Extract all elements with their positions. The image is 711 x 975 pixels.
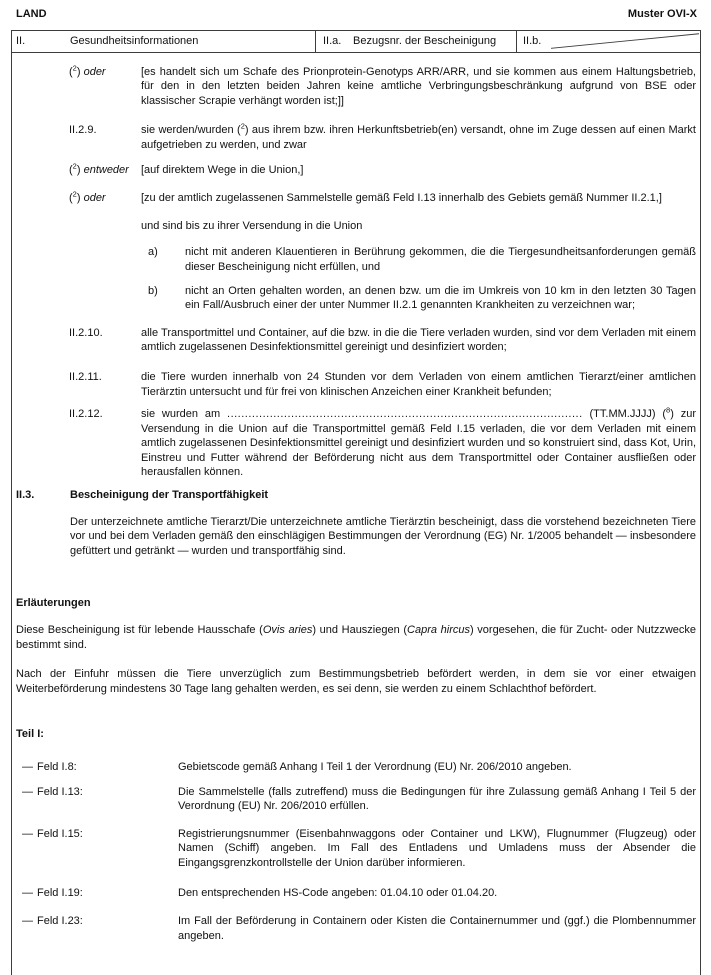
feld-i-8-dash: —	[22, 761, 33, 773]
feld-i-19-dash: —	[22, 886, 33, 899]
clause-ii-2-10-text: alle Transportmittel und Container, auf die bzw. in die die Tiere verladen wurden, sind vor dem Verladen mit einem amtlich zugelassenen Desinfektionsmittel gereinigt und desinfiziert worden;	[141, 326, 696, 354]
clause-item-b	[12, 284, 696, 313]
feld-i-19-row	[12, 886, 696, 901]
reference-number-prefix: II.a.	[323, 34, 342, 47]
section-ii-3-title: Bescheinigung der Transportfähigkeit	[70, 489, 269, 502]
section-ii-number: II.	[16, 34, 26, 47]
feld-i-23-dash: —	[22, 915, 33, 928]
clause-entweder-label: ($^2$) entweder	[69, 160, 129, 176]
clause-ii-2-11-label: II.2.11.	[69, 370, 102, 383]
reference-number-cell	[316, 31, 517, 52]
feld-i-13-text: Die Sammelstelle (falls zutreffend) muss die Bedingungen für ihre Zulassung gemäß Anhang I Teil 5 der Verordnung (EU) Nr. 206/2010 erfüllen.	[178, 785, 696, 813]
section-ii-title: Gesundheitsinformationen	[70, 34, 199, 47]
species-capra-hircus: Capra hircus	[407, 624, 470, 637]
section-ii-cell	[12, 31, 316, 52]
clause-oder-1-label: ($^2$) oder	[69, 62, 106, 78]
species-ovis-aries: Ovis aries	[262, 624, 313, 637]
feld-i-15-label: Feld I.15:	[37, 827, 83, 840]
model-title: Muster OVI-X	[627, 8, 697, 20]
clause-item-a-label: a)	[148, 246, 158, 259]
clause-ii-2-10-label: II.2.10.	[69, 326, 103, 339]
feld-i-8-label: Feld I.8:	[37, 761, 77, 773]
clause-ii-2-9-label: II.2.9.	[69, 124, 97, 137]
clause-ii-2-12-label: II.2.12.	[69, 408, 103, 421]
clause-entweder	[12, 160, 696, 178]
section-ii-3-number: II.3.	[16, 489, 35, 502]
clause-ii-2-10	[12, 326, 696, 355]
country-label: LAND	[16, 8, 47, 20]
feld-i-13-row	[12, 785, 696, 814]
clause-item-a	[12, 245, 696, 274]
feld-i-13-label: Feld I.13:	[37, 785, 83, 798]
feld-i-19-label: Feld I.19:	[37, 886, 83, 899]
feld-i-23-row	[12, 914, 696, 943]
feld-i-19-text: Den entsprechenden HS-Code angeben: 01.04.10 oder 01.04.20.	[178, 886, 498, 899]
clause-ii-2-9	[12, 123, 696, 152]
fill-in-date-dotted-line: ....................................................................................................	[227, 408, 583, 421]
notes-paragraph-1: Diese Bescheinigung ist für lebende Hausschafe (Ovis aries) und Hausziegen (Capra hircus) vorgesehen, die für Zucht- oder Nutzzwecke bestimmt sind.	[16, 624, 697, 651]
section-ii-3-text: Der unterzeichnete amtliche Tierarzt/Die unterzeichnete amtliche Tierärztin bescheinigt, dass die vorstehend bezeichneten Tiere vor und bei dem Verladen gemäß den einschlägigen Bestimmungen der Verordnung (EG) Nr. 1/2005 behandelt — insbesondere gefüttert und getränkt — wurden und transportfähig sind.	[70, 515, 696, 557]
clause-ii-2-11-text: die Tiere wurden innerhalb von 24 Stunden vor dem Verladen von einem amtlichen Tierarzt/einer amtlichen Tierärztin untersucht und für frei von klinischen Anzeichen einer Krankheit befunden;	[141, 370, 696, 398]
clause-oder-1	[12, 62, 696, 109]
certificate-body	[11, 53, 701, 975]
clause-item-a-text: nicht mit anderen Klauentieren in Berührung gekommen, die die Tiergesundheitsanforderungen gemäß dieser Bescheinigung nicht erfüllen, und	[185, 246, 696, 273]
clause-item-b-text: nicht an Orten gehalten worden, an denen bzw. um die im Umkreis von 10 km in den letzten 30 Tagen ein Fall/Ausbruch einer der unter Nummer II.2.1 genannten Krankheiten zu verzeichnen war;	[185, 284, 696, 312]
reference-number-label: Bezugsnr. der Bescheinigung	[353, 34, 497, 47]
feld-i-15-row	[12, 827, 696, 871]
clause-ii-2-11	[12, 370, 696, 399]
feld-i-13-dash: —	[22, 785, 33, 798]
section-ii-3-heading	[12, 488, 696, 503]
clause-oder-2-text: [zu der amtlich zugelassenen Sammelstelle gemäß Feld I.13 innerhalb des Gebiets gemäß Nummer II.2.1,]	[141, 192, 662, 205]
feld-i-8-row	[12, 760, 696, 775]
local-reference-cell	[517, 31, 700, 52]
feld-i-15-dash: —	[22, 827, 33, 840]
diagonal-strike-line	[517, 31, 700, 52]
feld-i-8-text: Gebietscode gemäß Anhang I Teil 1 der Verordnung (EU) Nr. 206/2010 angeben.	[178, 761, 572, 773]
feld-i-23-label: Feld I.23:	[37, 915, 83, 928]
clause-item-b-label: b)	[148, 284, 158, 297]
notes-paragraph-2: Nach der Einfuhr müssen die Tiere unverzüglich zum Bestimmungsbetrieb befördert werden, in dem sie vor einer etwaigen Weiterbeförderung mindestens 30 Tage lang gehalten werden, es sei denn, sie werden zu einem Schlachthof befördert.	[16, 668, 696, 695]
clause-und-sind	[12, 219, 696, 234]
clause-ii-2-9-text: sie werden/wurden ($^2$) aus ihrem bzw. ihren Herkunftsbetrieb(en) versandt, ohne im Zuge dessen auf einen Markt aufgetrieben zu werden, und zwar	[141, 121, 696, 151]
clause-oder-2	[12, 191, 696, 206]
certificate-header-table	[11, 30, 701, 53]
clause-und-sind-text: und sind bis zu ihrer Versendung in die Union	[141, 219, 363, 232]
notes-heading: Erläuterungen	[16, 597, 91, 610]
clause-ii-2-12	[12, 407, 696, 480]
teil-i-heading: Teil I:	[16, 728, 44, 741]
clause-ii-2-12-text: sie wurden am .................................................................................................... (TT.MM.JJJJ) ($^8$) zur Versendung in die Union auf die Transportmittel gemäß Feld I.15 verladen, die vor dem Verladen mit einem amtlich zugelassenen Desinfektionsmittel gereinigt und desinfiziert wurden und so konstruiert sind, dass Kot, Urin, Einstreu und Futter während der Beförderung nicht aus dem Transportmittel oder Container ausfließen oder herausfallen können.	[141, 405, 696, 479]
feld-i-23-text: Im Fall der Beförderung in Containern oder Kisten die Containernummer und (ggf.) die Plombennummer angeben.	[178, 915, 696, 942]
clause-entweder-text: [auf direktem Wege in die Union,]	[141, 163, 304, 176]
section-ii-3-paragraph	[12, 515, 696, 559]
page-top-bar	[0, 0, 711, 22]
local-reference-label: II.b.	[523, 34, 542, 47]
clause-oder-2-label: ($^2$) oder	[69, 189, 106, 205]
feld-i-15-text: Registrierungsnummer (Eisenbahnwaggons oder Container und LKW), Flugnummer (Flugzeug) oder Namen (Schiff) angeben. Im Fall des Entladens und Umladens muss der Absender die Eingangsgrenzkontrollstelle der Union darüber informieren.	[178, 827, 696, 869]
clause-oder-1-text: [es handelt sich um Schafe des Prionprotein-Genotyps ARR/ARR, und sie kommen aus einem Haltungsbetrieb, für den in den letzten beiden Jahren keine amtliche Verbringungsbeschränkung aufgrund von BSE oder klassischer Scrapie verhängt worden ist;]]	[141, 65, 696, 107]
